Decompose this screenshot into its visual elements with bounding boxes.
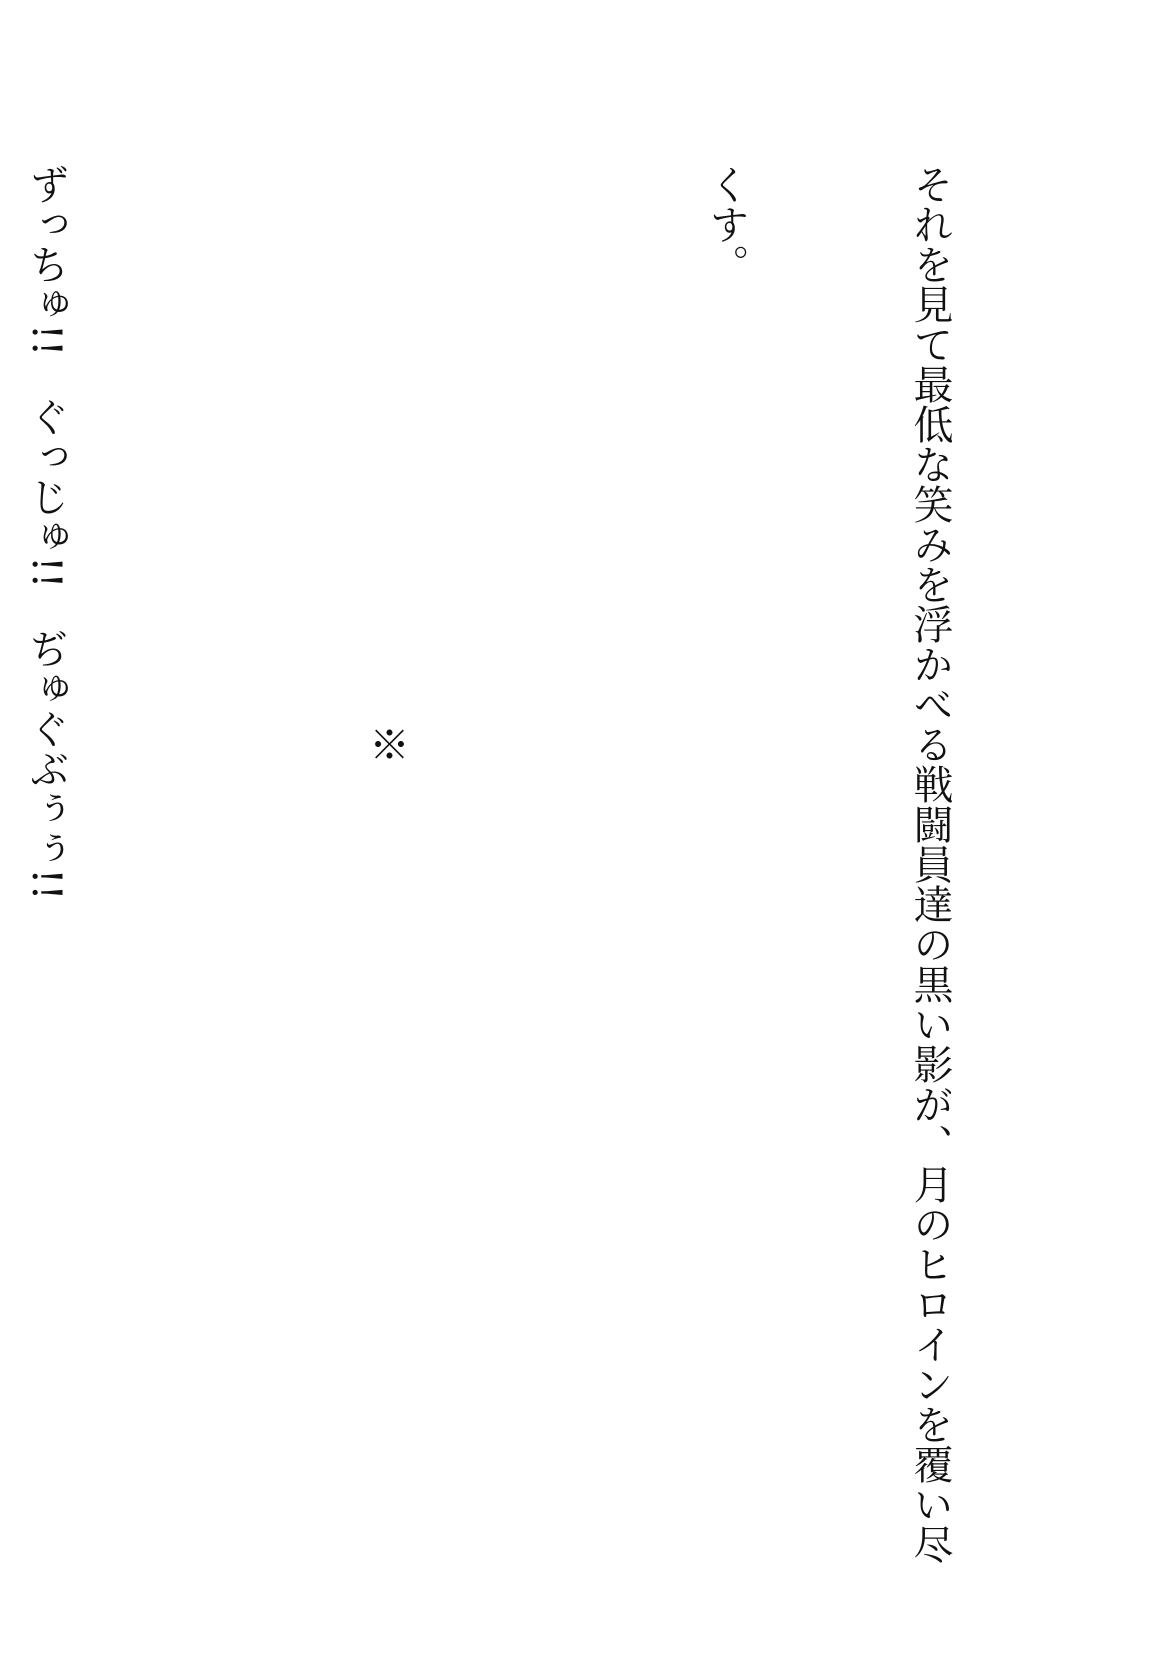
text-line: くす。 xyxy=(703,164,749,284)
section-break-mark: ※ xyxy=(363,164,409,764)
text-line: それを見て最低な笑みを浮かべる戦闘員達の黒い影が、月のヒロインを覆い尽 xyxy=(907,164,953,1564)
text-line: ずっちゅ!! ぐっじゅ!! ぢゅぐぶぅぅ!! xyxy=(23,164,69,901)
vertical-text-block xyxy=(0,164,1100,1644)
